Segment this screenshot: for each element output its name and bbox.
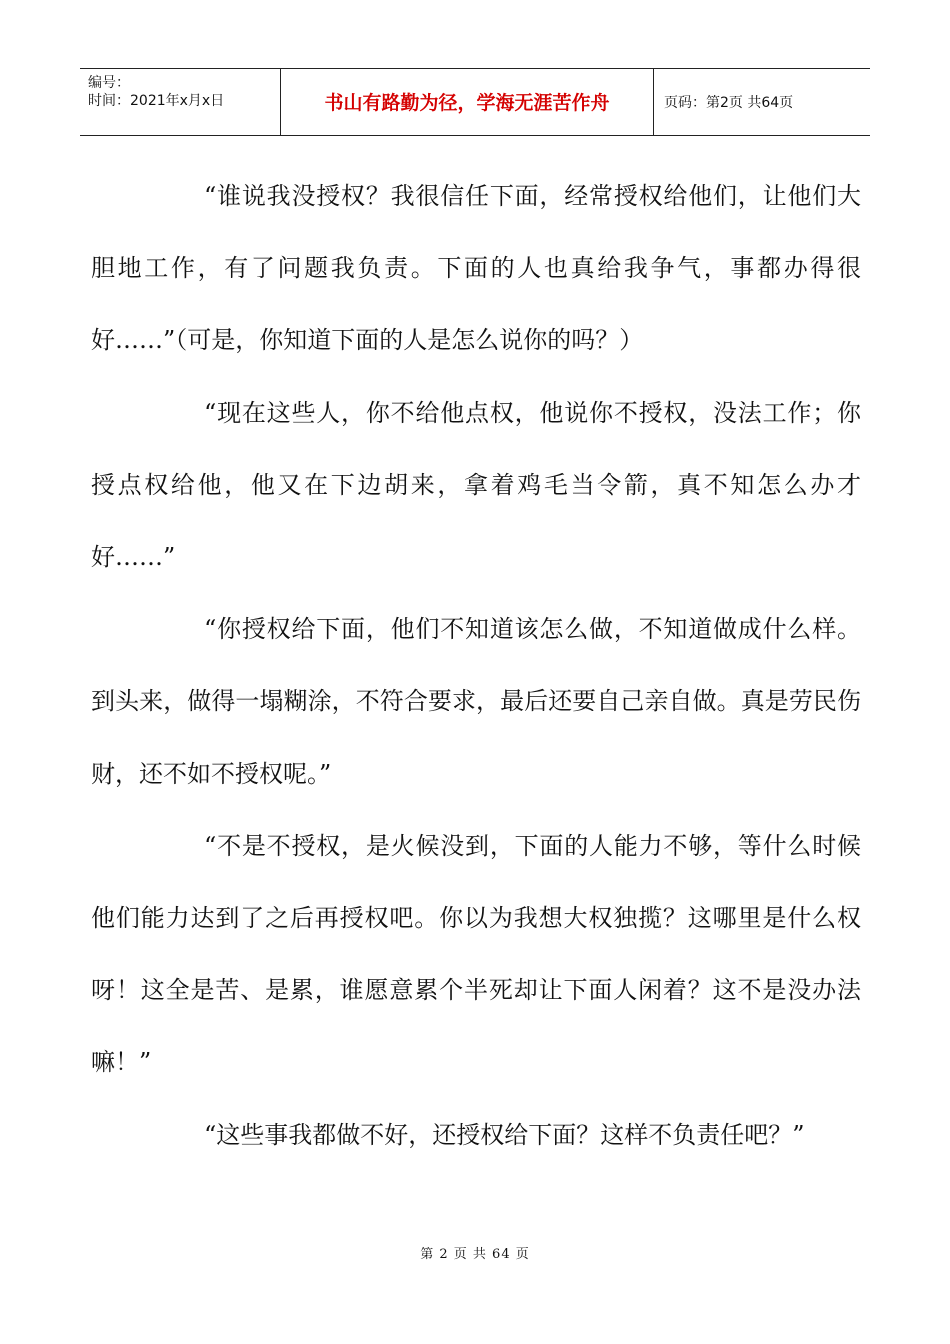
body-paragraph-1: “谁说我没授权？我很信任下面，经常授权给他们，让他们大胆地工作，有了问题我负责。下面的人也真给我争气，事都办得很好……”（可是，你知道下面的人是怎么说你的吗？） xyxy=(91,182,861,355)
header-middle-cell xyxy=(280,69,654,135)
body-paragraph-2: “现在这些人，你不给他点权，他说你不授权，没法工作；你授点权给他，他又在下边胡来，拿着鸡毛当令箭，真不知怎么办才好……” xyxy=(91,398,861,572)
header-page-number: 页码：第2页 共64页 xyxy=(664,95,794,111)
body-paragraph-4: “不是不授权，是火候没到，下面的人能力不够，等什么时候他们能力达到了之后再授权吧。你以为我想大权独揽？这哪里是什么权呀！这全是苦、是累，谁愿意累个半死却让下面人闲着？这不是没办法嘛！” xyxy=(91,831,861,1077)
page-header xyxy=(80,68,870,136)
page-footer: 第 2 页 共 64 页 xyxy=(420,1247,530,1262)
header-left-cell xyxy=(80,69,280,135)
document-body xyxy=(91,160,861,1171)
body-paragraph-5: “这些事我都做不好，还授权给下面？这样不负责任吧？” xyxy=(204,1120,805,1149)
body-paragraph-3: “你授权给下面，他们不知道该怎么做，不知道做成什么样。到头来，做得一塌糊涂，不符合要求，最后还要自己亲自做。真是劳民伤财，还不如不授权呢。” xyxy=(91,615,861,788)
document-date: 时间：2021年x月x日 xyxy=(88,93,225,109)
header-motto: 书山有路勤为径，学海无涯苦作舟 xyxy=(324,92,610,114)
document-code-label: 编号： xyxy=(88,75,130,91)
header-right-cell xyxy=(654,69,870,135)
